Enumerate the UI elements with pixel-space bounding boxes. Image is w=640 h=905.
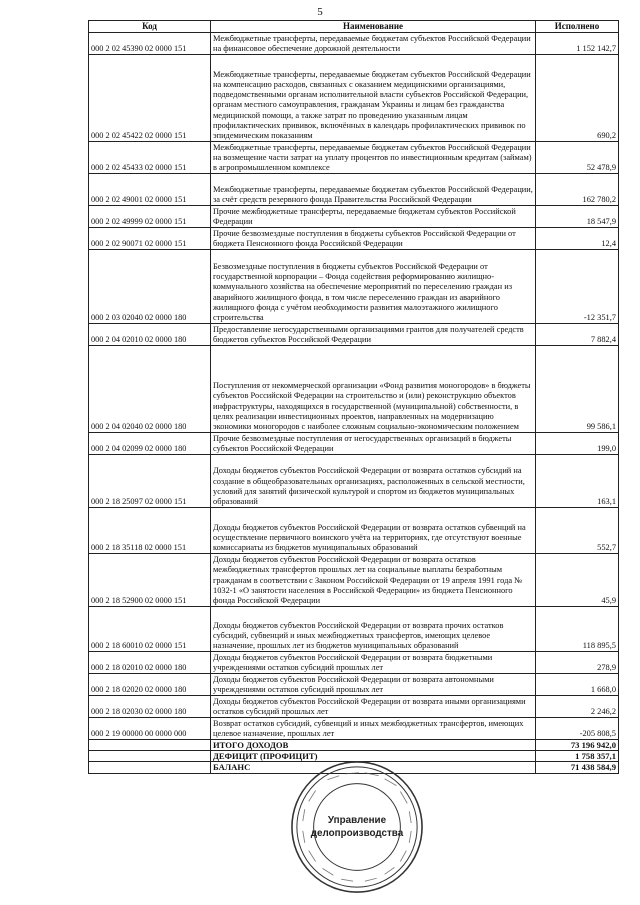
row-code: 000 2 18 35118 02 0000 151 (89, 507, 211, 553)
row-name: Межбюджетные трансферты, передаваемые бюджетам субъектов Российской Федерации на возмещение части затрат на уплату процентов по инвестиционным кредитам (займам) в агропромышленном комплексе (211, 141, 536, 173)
table-row (89, 173, 619, 205)
stamp-text-line1: Управление (327, 815, 387, 827)
row-code: 000 2 04 02099 02 0000 180 (89, 432, 211, 454)
row-value: 690,2 (536, 54, 619, 141)
row-value: 45,9 (536, 553, 619, 606)
row-name: Поступления от некоммерческой организации «Фонд развития моногородов» в бюджеты субъектов Российской Федерации на строительство и (или) реконструкцию объектов инфраструктуры, находящихся в государственной (муниципальной) собственности, в целях реализации инвестиционных проектов, направленных на модернизацию экономики моногородов с наиболее сложным социально-экономическим положением (211, 345, 536, 432)
row-name: Межбюджетные трансферты, передаваемые бюджетам субъектов Российской Федерации на компенсацию расходов, связанных с оказанием медицинскими организациями, подведомственными органам исполнительной власти субъектов Российской Федерации, органам местного самоуправления, гражданам Украины и лицам без гражданства медицинской помощи, а также затрат по проведению указанным лицам профилактических прививок, включённых в календарь профилактических прививок по эпидемическим показаниям (211, 54, 536, 141)
table-row (89, 249, 619, 323)
row-name: Прочие безвозмездные поступления в бюджеты субъектов Российской Федерации от бюджета Пенсионного фонда Российской Федерации (211, 227, 536, 249)
stamp-text-line2: делопроизводства (310, 827, 404, 839)
row-code: 000 2 02 49999 02 0000 151 (89, 205, 211, 227)
row-code: 000 2 03 02040 02 0000 180 (89, 249, 211, 323)
table-row (89, 32, 619, 54)
row-code: 000 2 02 45433 02 0000 151 (89, 141, 211, 173)
header-executed: Исполнено (536, 21, 619, 33)
row-code: 000 2 18 02020 02 0000 180 (89, 673, 211, 695)
row-name: Доходы бюджетов субъектов Российской Федерации от возврата автономными учреждениями остатков субсидий прошлых лет (211, 673, 536, 695)
table-row (89, 205, 619, 227)
row-name: Прочие безвозмездные поступления от негосударственных организаций в бюджеты субъектов Российской Федерации (211, 432, 536, 454)
balance-code (89, 762, 211, 773)
table-row (89, 227, 619, 249)
row-name: Предоставление негосударственными организациями грантов для получателей средств бюджетов субъектов Российской Федерации (211, 323, 536, 345)
row-code: 000 2 04 02010 02 0000 180 (89, 323, 211, 345)
row-code: 000 2 18 02010 02 0000 180 (89, 651, 211, 673)
deficit-value: 1 758 357,1 (536, 751, 619, 762)
row-code: 000 2 04 02040 02 0000 180 (89, 345, 211, 432)
row-name: Межбюджетные трансферты, передаваемые бюджетам субъектов Российской Федерации, за счёт средств резервного фонда Правительства Российской Федерации (211, 173, 536, 205)
row-name: Безвозмездные поступления в бюджеты субъектов Российской Федерации от государственной корпорации – Фонда содействия реформированию жилищно-коммунального хозяйства на обеспечение мероприятий по переселению граждан из аварийного жилищного фонда, в том числе переселению граждан из аварийного жилищного фонда с учётом необходимости развития малоэтажного жилищного строительства (211, 249, 536, 323)
row-value: -12 351,7 (536, 249, 619, 323)
row-value: 118 895,5 (536, 606, 619, 651)
row-name: Доходы бюджетов субъектов Российской Федерации от возврата бюджетными учреждениями остатков субсидий прошлых лет (211, 651, 536, 673)
row-name: Доходы бюджетов субъектов Российской Федерации от возврата остатков субвенций на осуществление первичного воинского учёта на территориях, где отсутствуют военные комиссариаты из бюджетов муниципальных образований (211, 507, 536, 553)
row-value: 1 152 142,7 (536, 32, 619, 54)
official-seal-stamp (288, 758, 426, 896)
table-row (89, 54, 619, 141)
header-name: Наименование (211, 21, 536, 33)
row-code: 000 2 02 45390 02 0000 151 (89, 32, 211, 54)
row-value: -205 808,5 (536, 717, 619, 739)
row-value: 162 780,2 (536, 173, 619, 205)
table-row (89, 345, 619, 432)
row-value: 7 882,4 (536, 323, 619, 345)
table-row (89, 651, 619, 673)
row-value: 12,4 (536, 227, 619, 249)
table-row (89, 673, 619, 695)
table-header-row (89, 21, 619, 33)
row-value: 552,7 (536, 507, 619, 553)
total-value: 73 196 942,0 (536, 739, 619, 750)
page-number: 5 (317, 6, 323, 18)
table-row (89, 432, 619, 454)
row-value: 2 246,2 (536, 695, 619, 717)
total-code (89, 739, 211, 750)
table-row (89, 507, 619, 553)
header-code: Код (89, 21, 211, 33)
deficit-label: ДЕФИЦИТ (ПРОФИЦИТ) (211, 751, 536, 762)
row-name: Доходы бюджетов субъектов Российской Федерации от возврата иными организациями остатков субсидий прошлых лет (211, 695, 536, 717)
row-value: 163,1 (536, 454, 619, 507)
table-row (89, 717, 619, 739)
row-code: 000 2 02 49001 02 0000 151 (89, 173, 211, 205)
row-name: Доходы бюджетов субъектов Российской Федерации от возврата остатков субсидий на создание в общеобразовательных организациях, расположенных в сельской местности, условий для занятий физической культурой и спортом из бюджетов муниципальных образований (211, 454, 536, 507)
row-name: Доходы бюджетов субъектов Российской Федерации от возврата прочих остатков субсидий, субвенций и иных межбюджетных трансфертов, имеющих целевое назначение, прошлых лет из бюджетов муниципальных образований (211, 606, 536, 651)
table-row (89, 606, 619, 651)
row-value: 199,0 (536, 432, 619, 454)
row-code: 000 2 18 60010 02 0000 151 (89, 606, 211, 651)
table-row (89, 323, 619, 345)
row-name: Прочие межбюджетные трансферты, передаваемые бюджетам субъектов Российской Федерации (211, 205, 536, 227)
row-value: 52 478,9 (536, 141, 619, 173)
table-row (89, 695, 619, 717)
total-row (89, 739, 619, 750)
row-name: Доходы бюджетов субъектов Российской Федерации от возврата остатков межбюджетных трансфертов прошлых лет на социальные выплаты безработным гражданам в соответствии с Законом Российской Федерации от 19 апреля 1991 года № 1032-1 «О занятости населения в Российской Федерации» из бюджета Пенсионного фонда Российской Федерации (211, 553, 536, 606)
balance-label: БАЛАНС (211, 762, 536, 773)
row-value: 1 668,0 (536, 673, 619, 695)
table-row (89, 454, 619, 507)
row-value: 18 547,9 (536, 205, 619, 227)
row-code: 000 2 18 25097 02 0000 151 (89, 454, 211, 507)
row-name: Возврат остатков субсидий, субвенций и иных межбюджетных трансфертов, имеющих целевое назначение, прошлых лет (211, 717, 536, 739)
row-name: Межбюджетные трансферты, передаваемые бюджетам субъектов Российской Федерации на финансовое обеспечение дорожной деятельности (211, 32, 536, 54)
row-code: 000 2 02 90071 02 0000 151 (89, 227, 211, 249)
balance-value: 71 438 584,9 (536, 762, 619, 773)
table-row (89, 553, 619, 606)
row-code: 000 2 02 45422 02 0000 151 (89, 54, 211, 141)
row-code: 000 2 19 00000 00 0000 000 (89, 717, 211, 739)
table-row (89, 141, 619, 173)
revenue-table (88, 20, 619, 774)
row-code: 000 2 18 52900 02 0000 151 (89, 553, 211, 606)
row-value: 278,9 (536, 651, 619, 673)
row-code: 000 2 18 02030 02 0000 180 (89, 695, 211, 717)
total-label: ИТОГО ДОХОДОВ (211, 739, 536, 750)
deficit-code (89, 751, 211, 762)
row-value: 99 586,1 (536, 345, 619, 432)
